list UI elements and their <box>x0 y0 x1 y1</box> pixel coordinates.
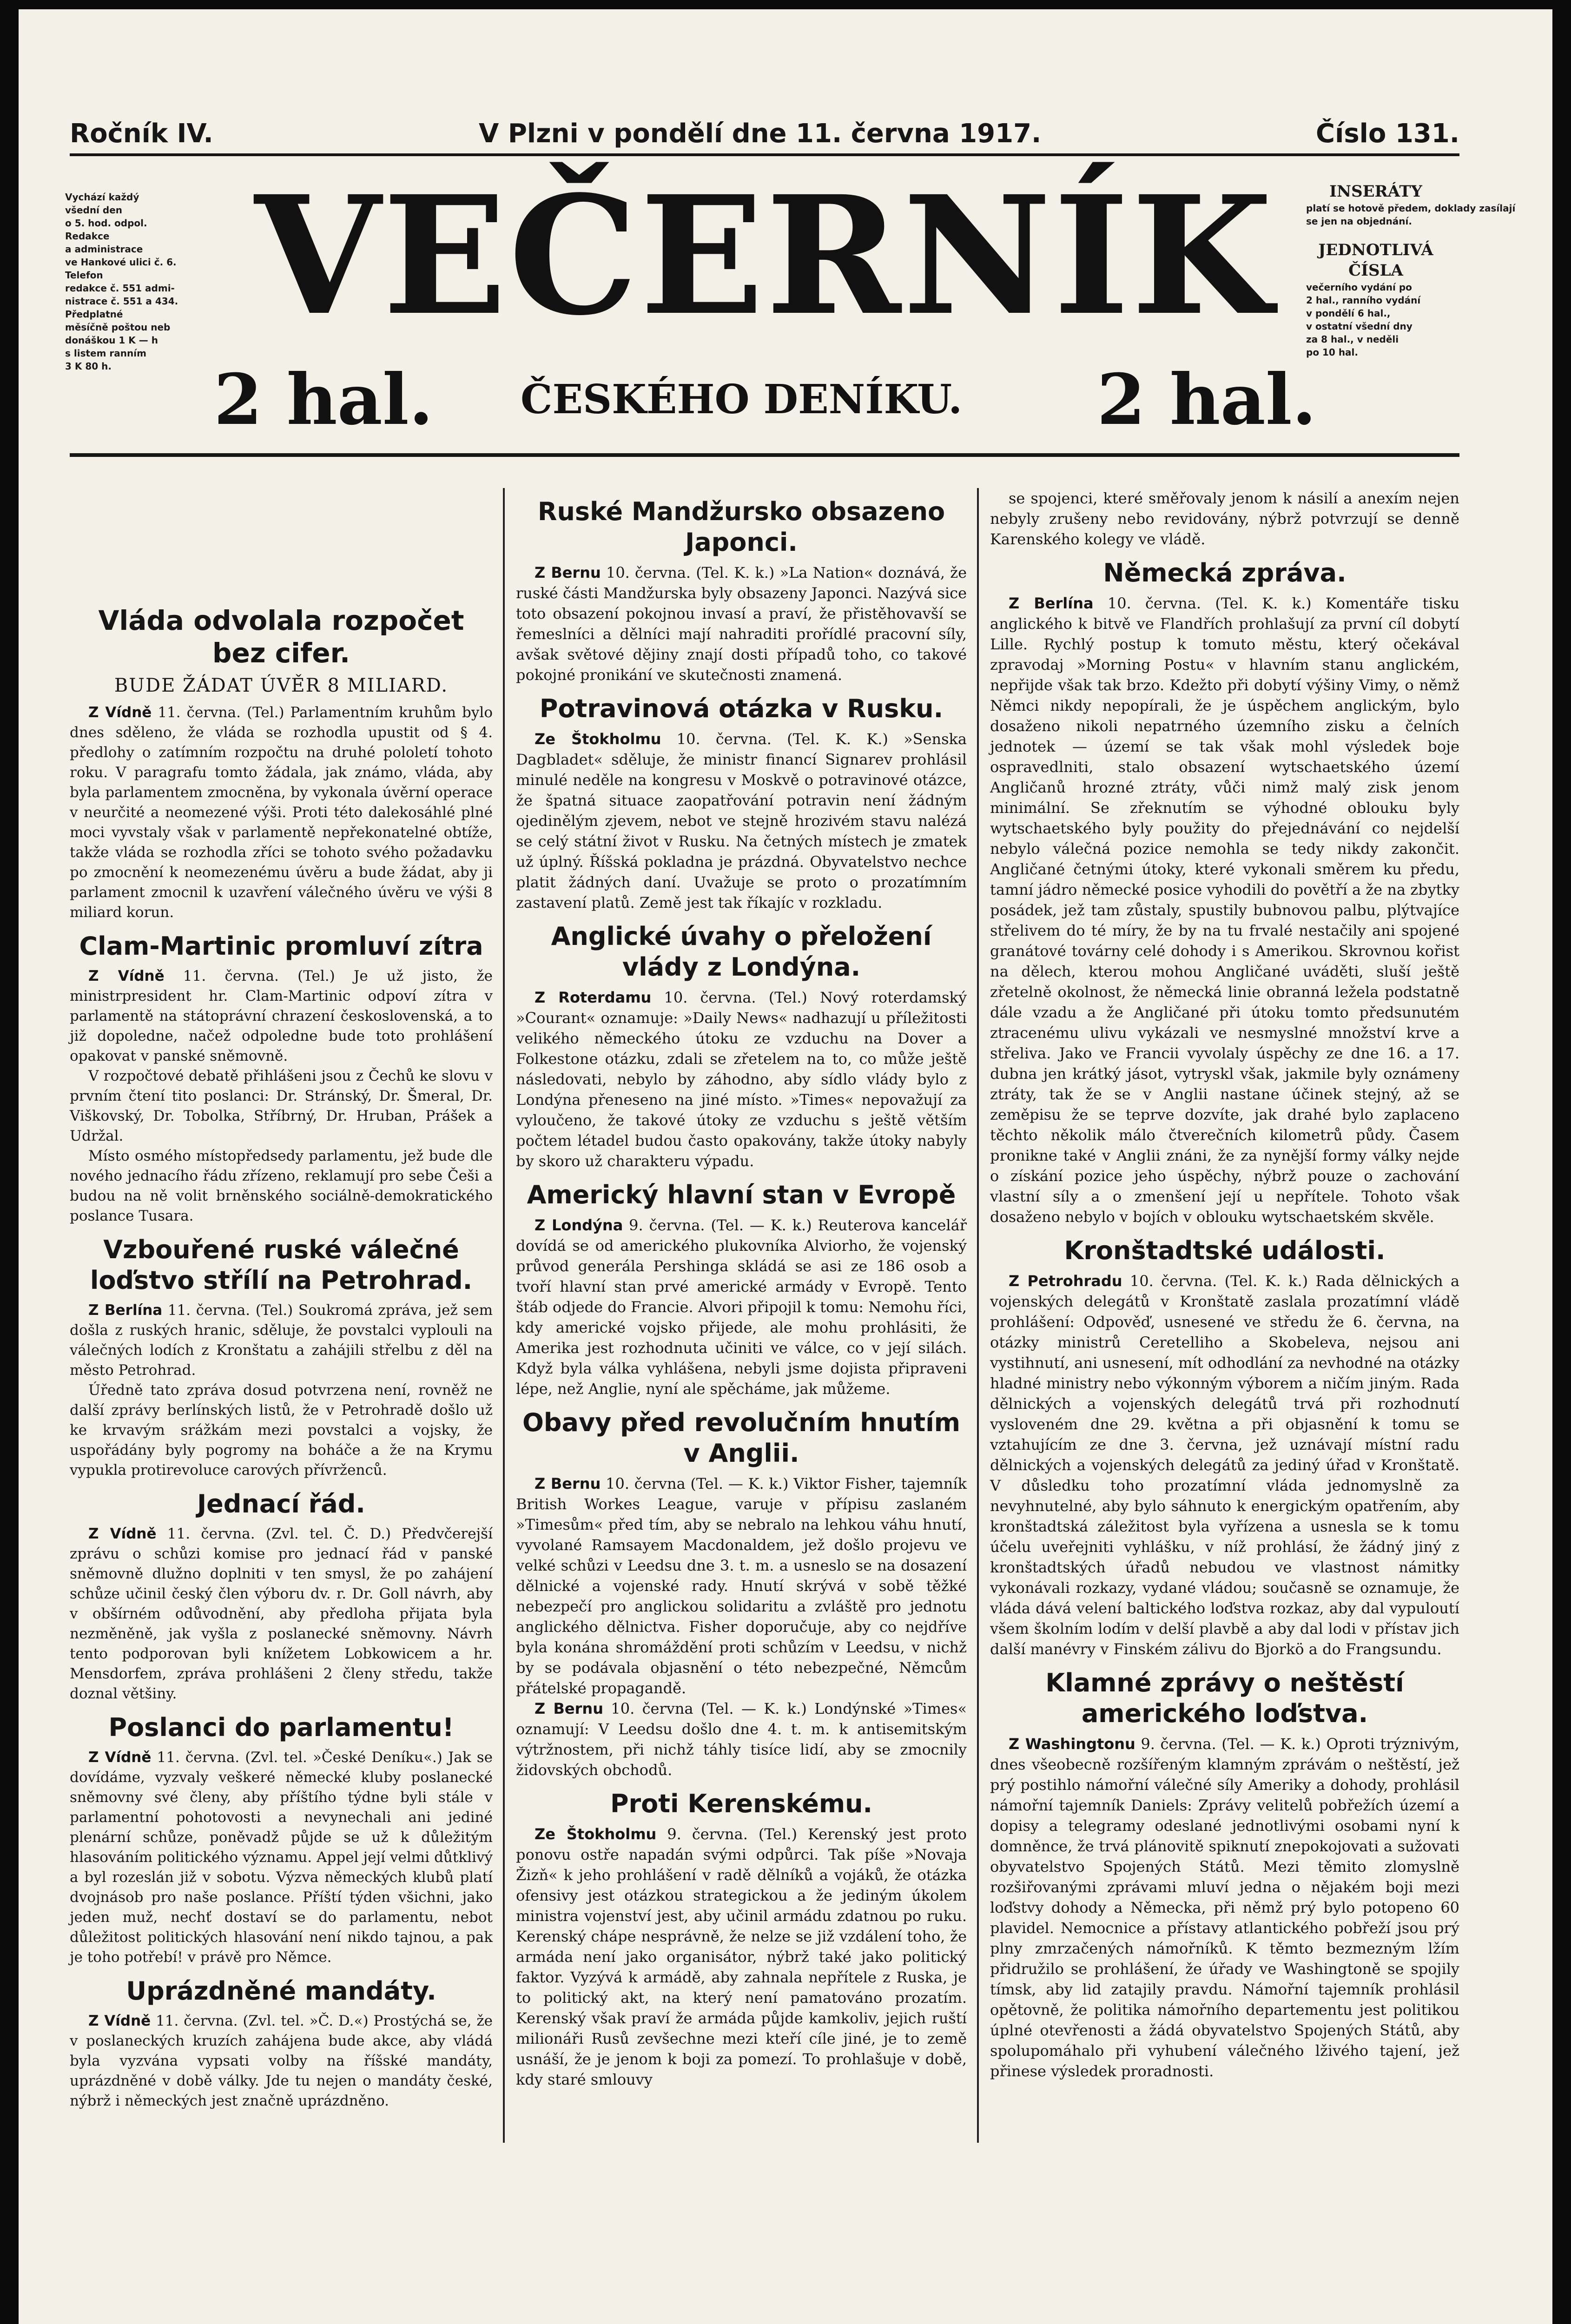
paragraph-text: 11. června. (Zvl. tel. Č. D.) Předvčerejší zprávu o schůzi komise pro jednací řád v panské sněmovně dlužno doplniti v ten smysl, že po zahájení schůze učinil český člen výboru dv. r. Dr. Goll návrh, aby v obšírném odůvodnění, aby předloha přijata byla nezměněně, jak vyšla z poslanecké sněmovny. Návrh tento podporovan byli knížetem Lobkowicem a hr. Mensdorfem, zpráva prohlášeni 2 členy středu, takže doznal většiny. <box>70 1525 493 1702</box>
paragraph-text: 10. června (Tel. — K. k.) Viktor Fisher, tajemník British Workes League, varuje v přípisu zaslaném »Timesům« před tím, aby se nebralo na lehkou váhu hnutí, vyvolané Ramsayem Macdonaldem, jež došlo projevu ve velké schůzi v Leedsu dne 3. t. m. a usneslo se na dosazení dělnické a vojenské rady. Hnutí skrývá v sobě těžké nebezpečí pro anglickou solidaritu a zvláště pro jednotu anglického dělnictva. Fisher doporučuje, aby co nejdříve byla konána shromáždění proti schůzím v Leedsu, v nichž by se podávala objasnění o této nebezpečné, Němcům přátelské propagandě. <box>516 1475 967 1697</box>
masthead-title: VEČERNÍK <box>254 160 1275 351</box>
dateline-lead: Z Petrohradu <box>1009 1272 1122 1290</box>
article-paragraph <box>516 1824 967 2090</box>
dateline-lead: Z Vídně <box>88 1749 152 1766</box>
article-paragraph <box>516 987 967 1171</box>
left-info-box: Vychází každý všední den o 5. hod. odpol. Redakce a administrace ve Hankové ulici č. 6. Telefon redakce č. 551 admi- nistrace č. 551 a 434. Předplatné měsíčně poštou neb donáškou 1 K — h s listem ranním 3 K 80 h. <box>65 191 178 372</box>
article-headline: Ruské Mandžursko obsazeno Japonci. <box>537 497 945 557</box>
article-paragraph <box>516 729 967 913</box>
paragraph-text: 10. června. (Tel. K. k.) Rada dělnických a vojenských delegátů v Kronštatě zaslala prozatímní vládě prohlášení: Odpověď, usnesené ve středu že 6. června, na otázky ministrů Ceretelliho a Skobeleva, nejsou ani vystihnutí, ani usnesení, mít odhodlání za nevhodné na otázky hladné ministry nebo výkonným výborem a ničím jiným. Rada dělnických a vojenských delegátů trvá při rozhodnutí vysloveném dne 29. května a při objasnění k tomu se vztahujícím ze dne 3. června, jež uznávají místní radu dělnických a vojenských delegátů za jediný úřad v Kronštatě. V důsledku toho prozatímní vláda jednomyslně za nevyhnutelné, aby bylo sáhnuto k energickým opatřením, aby kronštadtská záležitost byla vyřízena a usnesla se k tomu účelu uveřejniti vyhlášku, v níž prohlásí, že žádný jiný z kronštadtských úřadů nebudou ve vlastnost námitky vykonávali rozkazy, vydané vládou; současně se oznamuje, že vláda dává velení baltického loďstva rozkaz, aby dal vypuloutí všem školním lodím v delší plavbě a aby dal lodi v přístav jich další manévry v Finském zálivu do Bjorkö a do Frangsundu. <box>990 1272 1460 1658</box>
article-headline: Poslanci do parlamentu! <box>108 1713 454 1742</box>
dateline-lead: Z Bernu <box>535 1700 603 1717</box>
dateline-lead: Z Berlína <box>88 1302 163 1319</box>
article-headline: Kronštadtské události. <box>1064 1236 1386 1265</box>
column-2 <box>516 488 967 2090</box>
column-3 <box>990 488 1459 2081</box>
dateline-lead: Z Vídně <box>88 704 152 721</box>
paragraph-text: 10. června. (Tel. K. k.) »La Nation« doznává, že ruské části Mandžurska byly obsazeny Japonci. Nazývá sice toto obsazení pokojnou invasí a praví, že přistěhovavší se řemeslníci a dělníci mají nahraditi prořídlé pracovní síly, avšak světové dějiny znají dosti případů toho, co takové pokojné pronikání ve skutečnosti znamená. <box>516 564 967 684</box>
article-paragraph <box>990 1271 1459 1659</box>
dateline-lead: Z Washingtonu <box>1009 1735 1135 1753</box>
dateline-lead: Z Vídně <box>88 2013 151 2029</box>
paragraph-text: 10. června. (Tel. K. K.) »Senska Dagbladet« sděluje, že ministr financí Signarev prohlásil minulé neděle na kongresu v Moskvě o potravinové otázce, že špatná situace zaopatřování potravin není žádným ojedinělým zjevem, nebot ve stejně hrozivém stavu nalézá se celý státní život v Rusku. Na četných místech je zmatek už úplný. Říšská pokladna je prázdná. Obyvatelstvo nechce platit žádných daní. Uvažuje se proto o prozatímním zastavení platů. Země jest tak říkajíc v rozkladu. <box>516 730 967 911</box>
article-headline: Vláda odvolala rozpočet bez cifer. <box>98 605 464 669</box>
dateline-lead: Z Bernu <box>535 564 601 581</box>
dateline-lead: Z Roterdamu <box>535 989 652 1006</box>
article-paragraph <box>516 1215 967 1399</box>
article-paragraph <box>990 1734 1459 2081</box>
article-subheadline: BUDE ŽÁDAT ÚVĚR 8 MILIARD. <box>114 675 449 696</box>
article-headline: Uprázdněné mandáty. <box>126 1976 436 2006</box>
volume-label: Ročník IV. <box>70 119 213 149</box>
article-paragraph <box>70 1380 493 1480</box>
paragraph-text: 11. června. (Tel.) Parlamentním kruhům bylo dnes sděleno, že vláda se rozhodla upustit od § 4. předlohy o zatímním rozpočtu na druhé pololetí tohoto roku. V paragrafu tomto žádala, jak známo, vláda, aby byla parlamentem zmocněna, by vykonala úvěrní operace v neurčité a neomezené výši. Proti této dalekosáhlé plné moci vyvstaly však v parlamentě nepřekonatelné obtíže, takže vláda se rozhodla zříci se tohoto svého požadavku po zmocnění k neomezenému úvěru a bude žádat, aby ji parlament zmocnil k uzavření válečného úvěru ve výši 8 miliard korun. <box>70 704 493 921</box>
article-headline: Anglické úvahy o přeložení vlády z Londýna. <box>551 922 932 982</box>
paragraph-text: 11. června. (Zvl. tel. »České Deníku«.) Jak se dovídáme, vyzvaly veškeré německé kluby poslanecké sněmovny své členy, aby příštího týdne byli stále v parlamentní pohotovosti a nevynechali ani jediné plenární schůze, poněvadž půjde se už k důležitým hlasováním politického významu. Appel její velmi důtklivý a byl rozeslán již v sobotu. Výzva německých klubů platí dvojnásob pro naše poslance. Příští týden všichni, jako jeden muž, nechť dostaví se do parlamentu, nebot důležitost politických hlasování není nikdo tajnou, a pak je toho potřebí! v právě pro Němce. <box>70 1749 493 1966</box>
header-rule <box>70 153 1459 156</box>
dateline-lead: Z Berlína <box>1009 594 1094 612</box>
article-paragraph <box>70 1146 493 1226</box>
dateline-lead: Ze Štokholmu <box>535 730 661 748</box>
column-1 <box>70 604 493 2111</box>
column-divider <box>977 488 979 2143</box>
dateline-lead: Z Londýna <box>535 1216 623 1234</box>
price-left: 2 hal. <box>214 359 434 441</box>
paragraph-text: 11. června. (Tel.) Je už jisto, že ministrpresident hr. Clam-Martinic odpoví zítra v parlamentě na státoprávní chrazení československá, a to již dopoledne, načež odpoledne bude toto prohlášení opakovat v panské sněmovně. <box>70 968 493 1064</box>
article-paragraph <box>70 1301 493 1380</box>
article-paragraph <box>516 1473 967 1698</box>
article-paragraph <box>70 966 493 1066</box>
price-right: 2 hal. <box>1097 359 1317 441</box>
right-info-box: INSERÁTY platí se hotově předem, doklady zasílají se jen na objednání. JEDNOTLIVÁ ČÍSLA večerního vydání po 2 hal., ranního vydání v pondělí 6 hal., v ostatní všední dny za 8 hal., v neděli po 10 hal. <box>1306 182 1516 358</box>
article-headline: Klamné zprávy o neštěstí amerického loďstva. <box>1045 1668 1404 1728</box>
article-headline: Clam-Martinic promluví zítra <box>79 931 483 961</box>
paragraph-text: 10. června. (Tel. K. k.) Komentáře tisku anglického k bitvě ve Flandřích prohlašují za první cíl dobytí Lille. Rychlý postup k tomuto městu, který očekával zpravodaj »Morning Postu« v hlavním stanu anglickém, nepřijde však tak brzo. Kdežto při dobytí výšiny Vimy, o němž Němci nikdy nepopírali, že je úspěchem anglickým, bylo dosaženo nikoli nepatrného územního zisku a čelních jednotek — území se tak však mohl výsledek boje ospravedlniti, stalo obsazení wytschaetského území Angličanů hrozné ztráty, vůči nimž malý zisk jenom minimální. Se zřeknutím se výhodné oblouku byly wytschaetského byly použity do přejednávání co nejdelší nebylo válečná pozice nemohla se tedy nikdy zakončit. Angličané četnými útoky, které vykonali směrem ku předu, tamní jádro německé posice vyhodili do povětří a že na zbytky posádek, jež tam zůstaly, spustily bubnovou palbu, plýtvajíce střelivem do té míry, že by na tu frvalé nestačily ani spojené granátové továrny celé dohody i s Amerikou. Skrovnou kořist na dělech, kterou mohou Angličané uváděti, sluší ještě zřetelně okolnost, že německá linie obranná ležela podstatně dále vzadu a že Angličané při útoku tomto předsunutém ztracenému ulivu vykázali ve nesmyslné množství krve a střeliva. Jako ve Francii vyvolaly úspěchy ze dne 16. a 17. dubna jen krátký jásot, vytryskl však, jakmile byly oznámeny ztráty, tak že se v Anglii nastane účinek stejný, až se zeměpisu že se teprve dozvíte, jak drahé bylo zaplaceno těchto několik málo čtverečních kilometrů půdy. Časem pronikne také v Anglii znáni, že za nynější formy války nejde o získání pozice jeho úspěchy, nýbrž pouze o zachování vlastní síly a o zmenšení její u nepřítele. Tohoto však dosaženo nebylo v bojích v oblouku wytschaetském skvěle. <box>990 594 1460 1226</box>
article-paragraph <box>990 488 1459 549</box>
article-paragraph <box>516 562 967 685</box>
article-paragraph <box>70 2011 493 2111</box>
article-headline: Americký hlavní stan v Evropě <box>527 1180 956 1209</box>
paragraph-text: 10. června. (Tel.) Nový roterdamský »Courant« oznamuje: »Daily News« nadhazují u příležitosti velikého německého útoku ze vzduchu na Dover a Folkestone otázku, zdali se zřetelem na to, co může ještě následovati, nebylo by záhodno, aby sídlo vlády bylo z Londýna přeneseno na jiné místo. »Times« nepovažují za vyloučeno, že takové útoky ze vzduchu s ještě větším počtem létadel budou často opakovány, takže útoky nabyly by skoro už charakteru výpadu. <box>516 989 967 1170</box>
paragraph-text: 11. června. (Zvl. tel. »Č. D.«) Prostýchá se, že v poslaneckých kruzích zahájena bude akce, aby vládá byla vyzvána vypsati volby na říšské mandáty, uprázdněné v době války. Jde tu nejen o mandáty české, nýbrž i německých jest značně uprázdněno. <box>70 2013 493 2109</box>
paragraph-text: 10. června (Tel. — K. k.) Londýnské »Times« oznamují: V Leedsu došlo dne 4. t. m. k antisemitským výtržnostem, při nichž táhly tisíce lidí, aby se zmocnily židovských obchodů. <box>516 1700 967 1779</box>
article-headline: Vzbouřené ruské válečné loďstvo střílí na Petrohrad. <box>90 1235 473 1295</box>
column-divider <box>503 488 505 2143</box>
article-paragraph <box>70 1066 493 1146</box>
dateline-lead: Z Bernu <box>535 1475 601 1492</box>
article-paragraph <box>70 703 493 923</box>
issue-number: Číslo 131. <box>1316 119 1459 149</box>
subtitle: ČESKÉHO DENÍKU. <box>521 376 963 423</box>
dateline-lead: Z Vídně <box>88 1525 157 1542</box>
article-headline: Jednací řád. <box>197 1489 365 1519</box>
masthead-bottom-rule <box>70 453 1459 457</box>
paragraph-text: 9. června. (Tel.) Kerenský jest proto ponovu ostře napadán svými odpůrci. Tak píše »Novaja Žizň« k jeho prohlášení v radě dělníků a vojáků, že otázka ofensivy jest otázkou strategickou a že jediným úkolem ministra vojenství jest, aby učinil armádu zdatnou po ruku. Kerenský chápe nesprávně, že nelze se již vzdálení toho, že armáda není jako organisátor, nýbrž také jako politický faktor. Vyzývá k armádě, aby zahnala nepřítele z Ruska, je to politický akt, na který není pamatováno prozatím. Kerenský však praví že armáda půjde kamkoliv, jejich ruští milionáři Rusů zevšechne mezi kteří cíle jiné, je to země usnáší, že je jenom k boji za pomezí. To prohlašuje v době, kdy staré smlouvy <box>516 1825 967 2088</box>
paragraph-text: Úředně tato zpráva dosud potvrzena není, rovněž ne další zprávy berlínských listů, že v Petrohradě došlo už ke krvavým srážkám mezi povstalci a vojsky, že uspořádány byly pogromy na boháče a že na Krymu vypukla protirevoluce carových přívrženců. <box>70 1382 493 1479</box>
article-paragraph <box>70 1748 493 1967</box>
paragraph-text: se spojenci, které směřovaly jenom k násilí a anexím nejen nebyly zrušeny nebo revidovány, nýbrž potvrzují se denně Karenského kolegy ve vládě. <box>990 489 1459 548</box>
article-paragraph <box>990 593 1459 1227</box>
newspaper-page <box>19 9 1552 2324</box>
article-paragraph <box>70 1524 493 1704</box>
article-headline: Německá zpráva. <box>1103 558 1347 588</box>
paragraph-text: V rozpočtové debatě přihlášeni jsou z Čechů ke slovu v prvním čtení tito poslanci: Dr. Stránský, Dr. Šmeral, Dr. Viškovský, Dr. Tobolka, Stříbrný, Dr. Hruban, Prášek a Udržal. <box>70 1068 493 1144</box>
paragraph-text: 9. června. (Tel. — K. k.) Reuterova kancelář dovídá se od amerického plukovníka Alviorho, že vojenský průvod generála Pershinga skládá se asi ze 186 osob a tvoří hlavní stan prvé americké armády v Evropě. Tento štáb odjede do Francie. Alvori připojil k tomu: Nemohu říci, kdy americké vojsko přijede, ale mohu prohlásiti, že Amerika jest rozhodnuta učiniti ve válce, co v její silách. Když byla válka vyhlášena, nebyli jsme dojista připraveni lépe, než Anglie, nyní ale spěcháme, jak můžeme. <box>516 1216 967 1398</box>
article-headline: Potravinová otázka v Rusku. <box>539 694 944 723</box>
paragraph-text: 11. června. (Tel.) Soukromá zpráva, jež sem došla z ruských hranic, sděluje, že povstalci vyplouli na válečných lodích z Kronštatu a zahájili střelbu z děl na město Petrohrad. <box>70 1302 493 1379</box>
paragraph-text: Místo osmého místopředsedy parlamentu, jež bude dle nového jednacího řádu zřízeno, reklamují pro sebe Češi a budou na ně volit brněnského sociálně-demokratického poslance Tusara. <box>70 1148 493 1224</box>
dateline-lead: Ze Štokholmu <box>535 1825 657 1843</box>
paragraph-text: 9. června. (Tel. — K. k.) Oproti trýznivým, dnes všeobecně rozšířeným klamným zprávám o neštěstí, jež prý postihlo námořní válečné síly Ameriky a dohody, prohlásil námořní tajemník Daniels: Zprávy velitelů pobřežích území a dopisy a telegramy odeslané jednotlivými osobami nyní k domněnce, že trvá plánovitě spiknutí znepokojovati a sužovati obyvatelstvo Spojených Států. Mezi těmito zlomyslně rozšiřovanými zprávami mluví jedna o nějakém boji mezi loďstvy dohody a Německa, při němž prý bylo potopeno 60 plavidel. Nemocnice a přístavy atlantického pobřeží jsou prý plny zmrzačených námořníků. K těmto bezmezným lžím přidružilo se prohlášení, že úřady ve Washingtoně se spojily tímsk, aby lid zatajily pravdu. Námořní tajemník prohlásil opětovně, že politika námořního departementu jest politikou úplné otevřenosti a žádá obyvatelstvo Spojených Států, aby spolupomáhalo při vyhubení válečného lživého tajení, jež přinese výsledek proradnosti. <box>990 1735 1460 2080</box>
header-line <box>70 119 1459 156</box>
article-paragraph <box>516 1698 967 1780</box>
dateline-lead: Z Vídně <box>88 968 165 984</box>
dateline: V Plzni v pondělí dne 11. června 1917. <box>479 119 1042 149</box>
article-headline: Proti Kerenskému. <box>610 1789 873 1818</box>
article-headline: Obavy před revolučním hnutím v Anglii. <box>522 1408 961 1468</box>
